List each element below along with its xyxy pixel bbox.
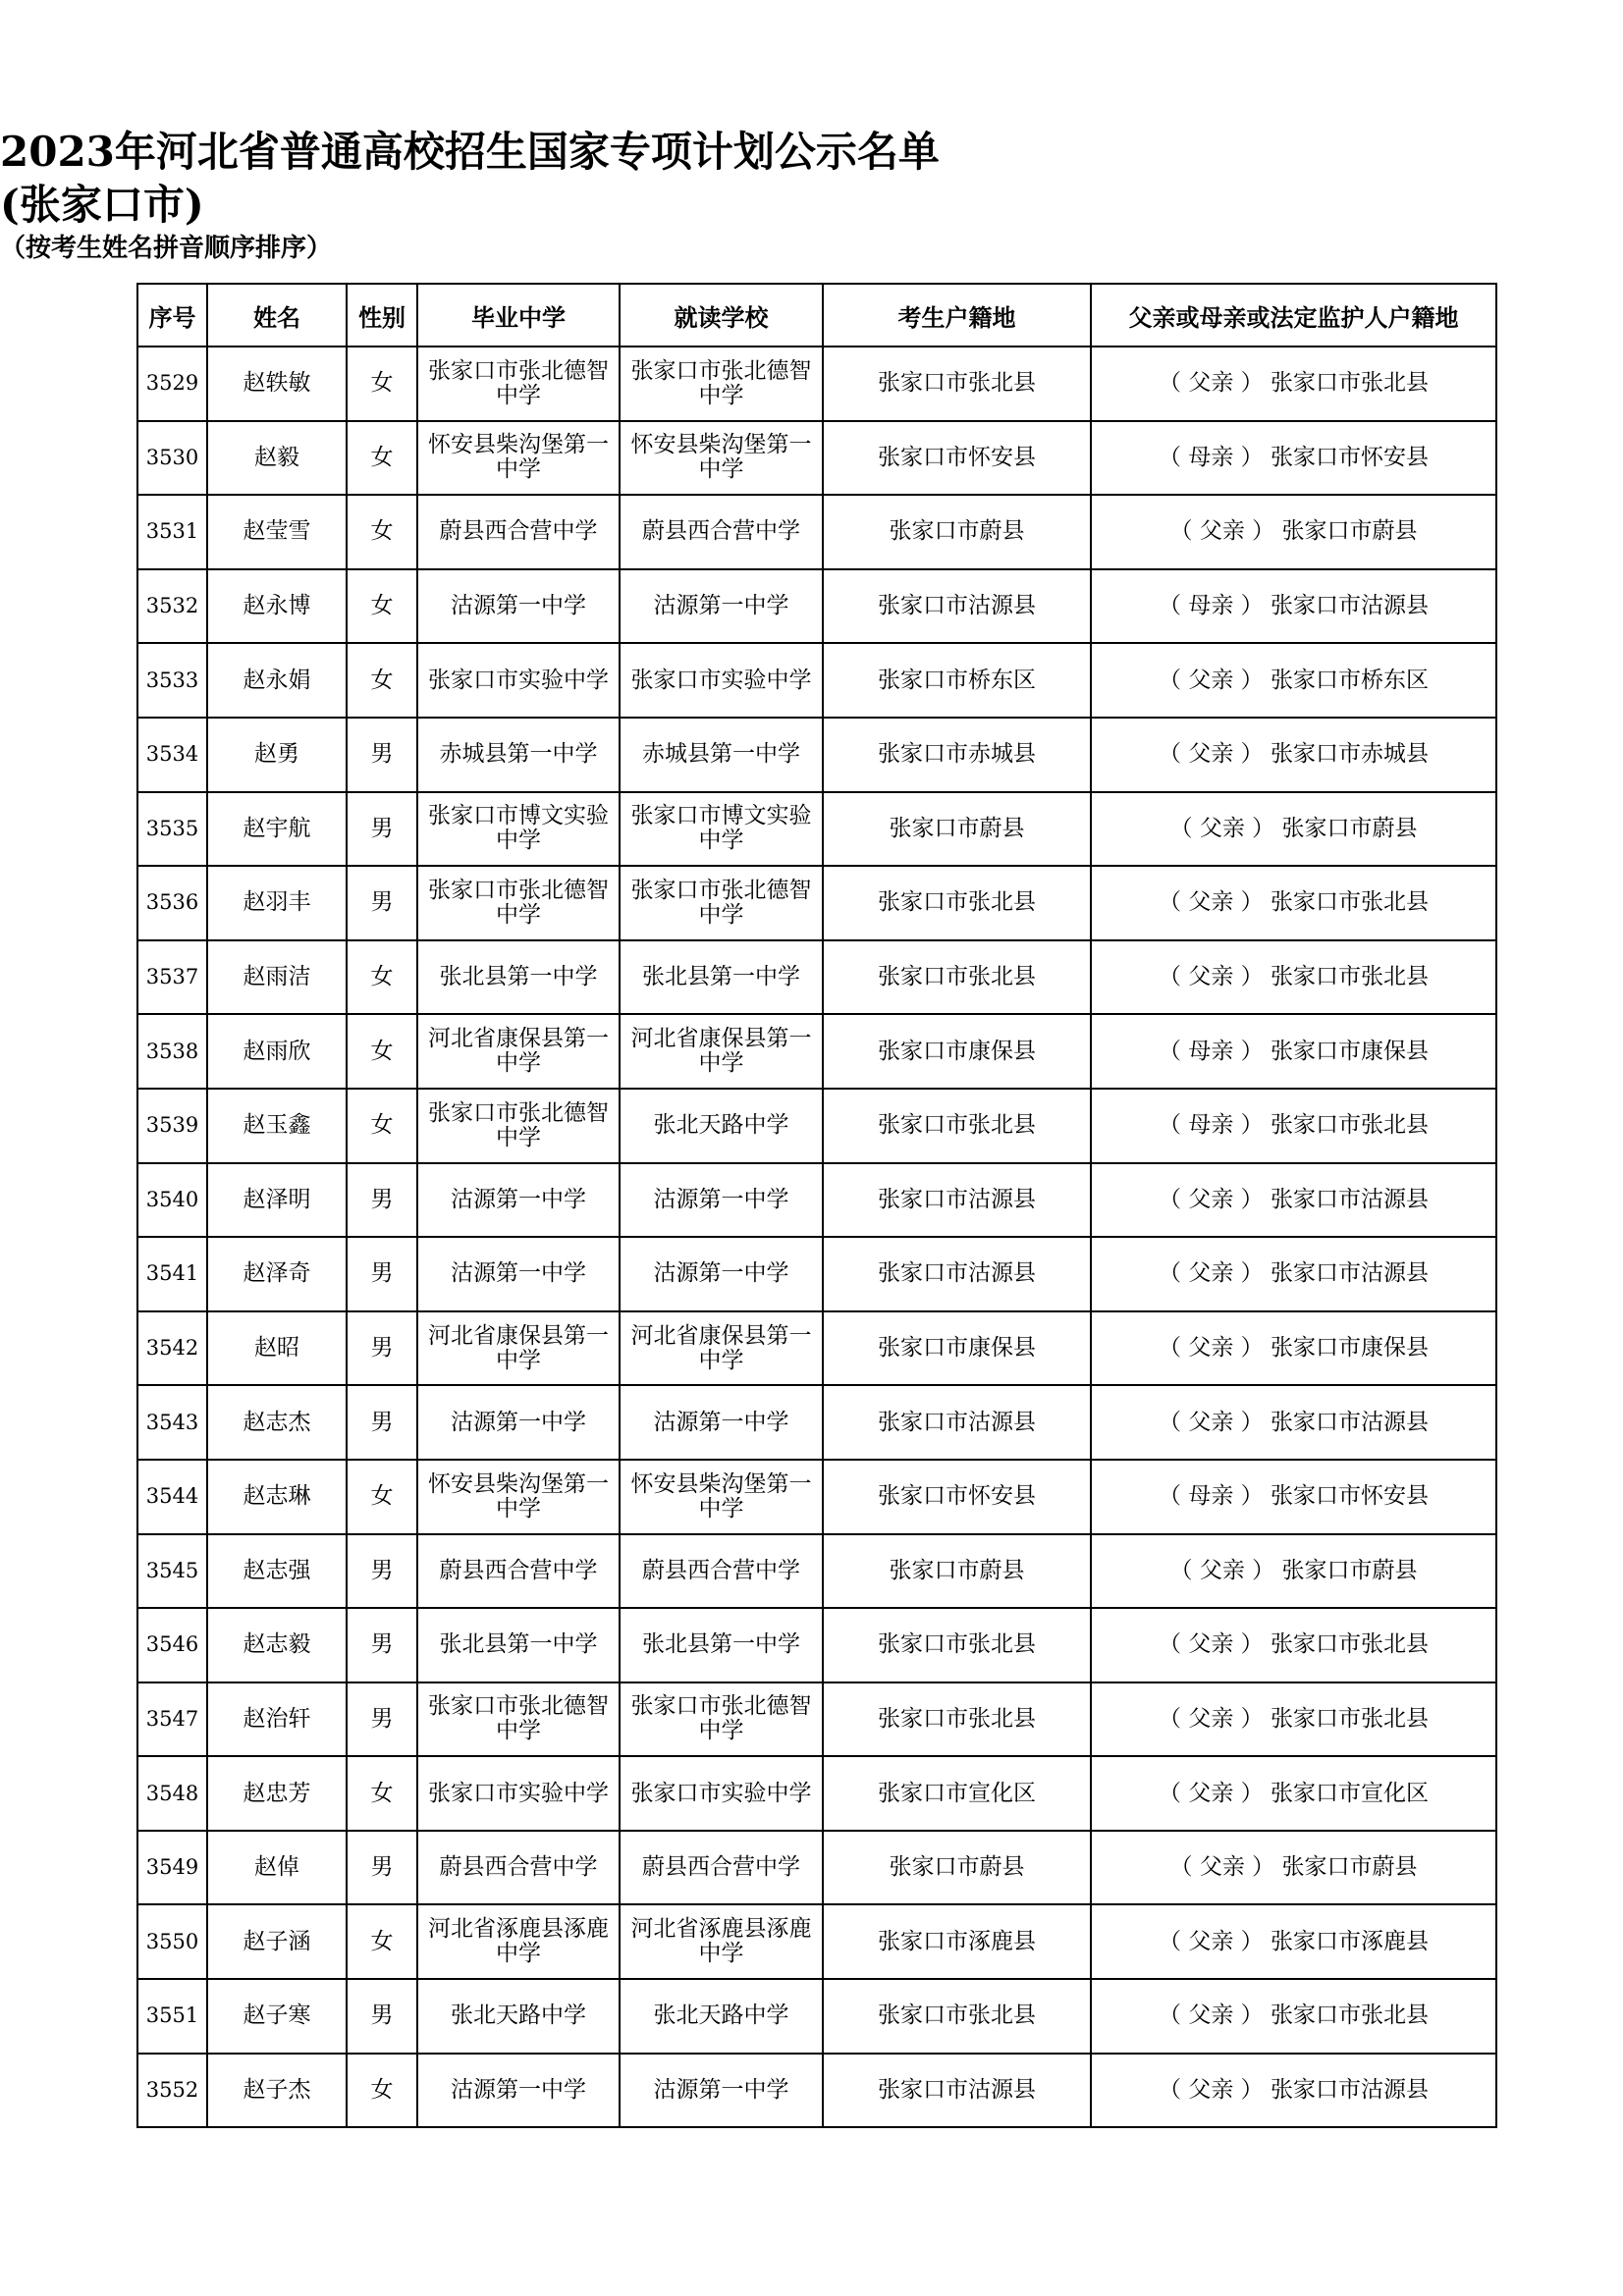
cell-current-school: 怀安县柴沟堡第一中学	[620, 421, 823, 496]
cell-grad-school: 张家口市实验中学	[417, 643, 620, 718]
cell-hukou: 张家口市张北县	[823, 940, 1091, 1015]
cell-sex: 男	[347, 1163, 417, 1238]
table-row	[137, 866, 1496, 940]
cell-seq: 3549	[137, 1831, 207, 1905]
cell-guardian-hukou: （ 父亲 ） 张家口市沽源县	[1091, 1237, 1496, 1311]
cell-hukou: 张家口市沽源县	[823, 1237, 1091, 1311]
cell-seq: 3540	[137, 1163, 207, 1238]
cell-name: 赵勇	[207, 718, 347, 792]
cell-sex: 男	[347, 1237, 417, 1311]
cell-seq: 3551	[137, 1979, 207, 2054]
cell-guardian-hukou: （ 父亲 ） 张家口市沽源县	[1091, 1385, 1496, 1460]
cell-seq: 3538	[137, 1014, 207, 1089]
col-header-seq: 序号	[137, 284, 207, 347]
cell-guardian-hukou: （ 父亲 ） 张家口市宣化区	[1091, 1756, 1496, 1831]
cell-sex: 男	[347, 792, 417, 867]
cell-guardian-hukou: （ 父亲 ） 张家口市张北县	[1091, 1979, 1496, 2054]
cell-hukou: 张家口市康保县	[823, 1014, 1091, 1089]
cell-hukou: 张家口市怀安县	[823, 421, 1091, 496]
cell-sex: 男	[347, 718, 417, 792]
cell-guardian-hukou: （ 父亲 ） 张家口市蔚县	[1091, 1534, 1496, 1609]
cell-sex: 女	[347, 1756, 417, 1831]
cell-sex: 女	[347, 1460, 417, 1534]
cell-guardian-hukou: （ 父亲 ） 张家口市涿鹿县	[1091, 1904, 1496, 1979]
cell-seq: 3535	[137, 792, 207, 867]
cell-seq: 3542	[137, 1311, 207, 1386]
cell-guardian-hukou: （ 父亲 ） 张家口市张北县	[1091, 866, 1496, 940]
col-header-grad-school: 毕业中学	[417, 284, 620, 347]
cell-grad-school: 蔚县西合营中学	[417, 495, 620, 569]
table-row	[137, 1460, 1496, 1534]
cell-seq: 3539	[137, 1089, 207, 1163]
table-row	[137, 1385, 1496, 1460]
cell-sex: 女	[347, 569, 417, 644]
cell-grad-school: 张家口市张北德智中学	[417, 347, 620, 421]
cell-grad-school: 沽源第一中学	[417, 569, 620, 644]
cell-current-school: 张家口市张北德智中学	[620, 866, 823, 940]
cell-sex: 男	[347, 1311, 417, 1386]
cell-guardian-hukou: （ 母亲 ） 张家口市怀安县	[1091, 421, 1496, 496]
cell-name: 赵子杰	[207, 2054, 347, 2128]
cell-grad-school: 河北省涿鹿县涿鹿中学	[417, 1904, 620, 1979]
cell-grad-school: 河北省康保县第一中学	[417, 1014, 620, 1089]
cell-name: 赵志毅	[207, 1608, 347, 1682]
cell-name: 赵玉鑫	[207, 1089, 347, 1163]
cell-hukou: 张家口市沽源县	[823, 2054, 1091, 2128]
cell-sex: 女	[347, 643, 417, 718]
cell-seq: 3532	[137, 569, 207, 644]
cell-grad-school: 怀安县柴沟堡第一中学	[417, 1460, 620, 1534]
cell-hukou: 张家口市张北县	[823, 1979, 1091, 2054]
cell-name: 赵志杰	[207, 1385, 347, 1460]
cell-hukou: 张家口市沽源县	[823, 1385, 1091, 1460]
cell-current-school: 张北天路中学	[620, 1979, 823, 2054]
cell-hukou: 张家口市张北县	[823, 1608, 1091, 1682]
cell-grad-school: 赤城县第一中学	[417, 718, 620, 792]
cell-guardian-hukou: （ 父亲 ） 张家口市蔚县	[1091, 1831, 1496, 1905]
cell-current-school: 河北省康保县第一中学	[620, 1014, 823, 1089]
col-header-name: 姓名	[207, 284, 347, 347]
cell-name: 赵永博	[207, 569, 347, 644]
cell-sex: 女	[347, 421, 417, 496]
cell-current-school: 张家口市实验中学	[620, 1756, 823, 1831]
table-row	[137, 1979, 1496, 2054]
cell-guardian-hukou: （ 父亲 ） 张家口市蔚县	[1091, 495, 1496, 569]
cell-hukou: 张家口市蔚县	[823, 1831, 1091, 1905]
cell-sex: 女	[347, 2054, 417, 2128]
cell-grad-school: 张家口市张北德智中学	[417, 1682, 620, 1757]
cell-sex: 男	[347, 1534, 417, 1609]
cell-seq: 3547	[137, 1682, 207, 1757]
cell-grad-school: 张家口市实验中学	[417, 1756, 620, 1831]
col-header-hukou: 考生户籍地	[823, 284, 1091, 347]
cell-grad-school: 怀安县柴沟堡第一中学	[417, 421, 620, 496]
cell-current-school: 沽源第一中学	[620, 1385, 823, 1460]
cell-name: 赵雨欣	[207, 1014, 347, 1089]
cell-seq: 3543	[137, 1385, 207, 1460]
cell-sex: 女	[347, 347, 417, 421]
cell-name: 赵子寒	[207, 1979, 347, 2054]
cell-sex: 男	[347, 1385, 417, 1460]
cell-current-school: 河北省涿鹿县涿鹿中学	[620, 1904, 823, 1979]
table-row	[137, 2054, 1496, 2128]
cell-guardian-hukou: （ 父亲 ） 张家口市赤城县	[1091, 718, 1496, 792]
cell-current-school: 沽源第一中学	[620, 1163, 823, 1238]
cell-name: 赵倬	[207, 1831, 347, 1905]
cell-grad-school: 沽源第一中学	[417, 1237, 620, 1311]
cell-grad-school: 蔚县西合营中学	[417, 1831, 620, 1905]
cell-guardian-hukou: （ 父亲 ） 张家口市张北县	[1091, 347, 1496, 421]
cell-name: 赵治轩	[207, 1682, 347, 1757]
cell-hukou: 张家口市赤城县	[823, 718, 1091, 792]
cell-hukou: 张家口市怀安县	[823, 1460, 1091, 1534]
cell-hukou: 张家口市沽源县	[823, 569, 1091, 644]
cell-current-school: 张家口市博文实验中学	[620, 792, 823, 867]
cell-hukou: 张家口市蔚县	[823, 495, 1091, 569]
cell-current-school: 张北县第一中学	[620, 940, 823, 1015]
cell-guardian-hukou: （ 母亲 ） 张家口市康保县	[1091, 1014, 1496, 1089]
cell-grad-school: 张家口市张北德智中学	[417, 866, 620, 940]
cell-seq: 3546	[137, 1608, 207, 1682]
cell-current-school: 河北省康保县第一中学	[620, 1311, 823, 1386]
table-row	[137, 1311, 1496, 1386]
cell-grad-school: 张北县第一中学	[417, 940, 620, 1015]
cell-guardian-hukou: （ 母亲 ） 张家口市怀安县	[1091, 1460, 1496, 1534]
cell-seq: 3530	[137, 421, 207, 496]
cell-seq: 3548	[137, 1756, 207, 1831]
cell-hukou: 张家口市桥东区	[823, 643, 1091, 718]
cell-current-school: 张家口市张北德智中学	[620, 1682, 823, 1757]
table-row	[137, 1904, 1496, 1979]
cell-current-school: 沽源第一中学	[620, 1237, 823, 1311]
cell-grad-school: 张北县第一中学	[417, 1608, 620, 1682]
cell-sex: 女	[347, 495, 417, 569]
col-header-guardian-hukou: 父亲或母亲或法定监护人户籍地	[1091, 284, 1496, 347]
cell-guardian-hukou: （ 父亲 ） 张家口市张北县	[1091, 940, 1496, 1015]
cell-grad-school: 河北省康保县第一中学	[417, 1311, 620, 1386]
cell-name: 赵昭	[207, 1311, 347, 1386]
cell-hukou: 张家口市张北县	[823, 866, 1091, 940]
cell-hukou: 张家口市张北县	[823, 1089, 1091, 1163]
cell-guardian-hukou: （ 父亲 ） 张家口市沽源县	[1091, 2054, 1496, 2128]
cell-seq: 3550	[137, 1904, 207, 1979]
document-subtitle: (张家口市)	[0, 181, 204, 229]
cell-sex: 女	[347, 1089, 417, 1163]
cell-sex: 男	[347, 866, 417, 940]
table-body	[137, 347, 1496, 2127]
cell-name: 赵志强	[207, 1534, 347, 1609]
cell-sex: 男	[347, 1682, 417, 1757]
cell-seq: 3531	[137, 495, 207, 569]
cell-hukou: 张家口市蔚县	[823, 792, 1091, 867]
table-row	[137, 495, 1496, 569]
cell-grad-school: 沽源第一中学	[417, 1385, 620, 1460]
cell-grad-school: 沽源第一中学	[417, 1163, 620, 1238]
cell-seq: 3552	[137, 2054, 207, 2128]
cell-seq: 3534	[137, 718, 207, 792]
table-row	[137, 1831, 1496, 1905]
cell-sex: 女	[347, 1904, 417, 1979]
cell-name: 赵雨洁	[207, 940, 347, 1015]
cell-seq: 3529	[137, 347, 207, 421]
cell-current-school: 张北县第一中学	[620, 1608, 823, 1682]
cell-seq: 3537	[137, 940, 207, 1015]
cell-grad-school: 张北天路中学	[417, 1979, 620, 2054]
col-header-current-school: 就读学校	[620, 284, 823, 347]
cell-guardian-hukou: （ 母亲 ） 张家口市沽源县	[1091, 569, 1496, 644]
cell-sex: 女	[347, 1014, 417, 1089]
cell-name: 赵志琳	[207, 1460, 347, 1534]
cell-hukou: 张家口市张北县	[823, 347, 1091, 421]
table-row	[137, 347, 1496, 421]
cell-grad-school: 蔚县西合营中学	[417, 1534, 620, 1609]
cell-current-school: 蔚县西合营中学	[620, 1534, 823, 1609]
cell-current-school: 怀安县柴沟堡第一中学	[620, 1460, 823, 1534]
table-row	[137, 643, 1496, 718]
table-row	[137, 1756, 1496, 1831]
cell-sex: 女	[347, 940, 417, 1015]
cell-guardian-hukou: （ 父亲 ） 张家口市沽源县	[1091, 1163, 1496, 1238]
cell-current-school: 沽源第一中学	[620, 569, 823, 644]
table-row	[137, 1608, 1496, 1682]
cell-hukou: 张家口市张北县	[823, 1682, 1091, 1757]
cell-hukou: 张家口市沽源县	[823, 1163, 1091, 1238]
cell-grad-school: 张家口市张北德智中学	[417, 1089, 620, 1163]
cell-name: 赵永娟	[207, 643, 347, 718]
table-row	[137, 421, 1496, 496]
cell-guardian-hukou: （ 父亲 ） 张家口市康保县	[1091, 1311, 1496, 1386]
cell-seq: 3541	[137, 1237, 207, 1311]
cell-hukou: 张家口市涿鹿县	[823, 1904, 1091, 1979]
cell-guardian-hukou: （ 父亲 ） 张家口市张北县	[1091, 1608, 1496, 1682]
cell-seq: 3536	[137, 866, 207, 940]
cell-seq: 3544	[137, 1460, 207, 1534]
table-row	[137, 940, 1496, 1015]
cell-name: 赵泽明	[207, 1163, 347, 1238]
cell-name: 赵羽丰	[207, 866, 347, 940]
cell-hukou: 张家口市蔚县	[823, 1534, 1091, 1609]
cell-current-school: 张家口市张北德智中学	[620, 347, 823, 421]
cell-current-school: 蔚县西合营中学	[620, 495, 823, 569]
cell-name: 赵莹雪	[207, 495, 347, 569]
cell-grad-school: 张家口市博文实验中学	[417, 792, 620, 867]
sort-note: （按考生姓名拼音顺序排序）	[0, 234, 333, 263]
cell-name: 赵宇航	[207, 792, 347, 867]
cell-seq: 3545	[137, 1534, 207, 1609]
table-row	[137, 1163, 1496, 1238]
cell-seq: 3533	[137, 643, 207, 718]
table-row	[137, 1534, 1496, 1609]
table-row	[137, 1237, 1496, 1311]
table-row	[137, 792, 1496, 867]
cell-current-school: 蔚县西合营中学	[620, 1831, 823, 1905]
cell-name: 赵忠芳	[207, 1756, 347, 1831]
cell-guardian-hukou: （ 父亲 ） 张家口市蔚县	[1091, 792, 1496, 867]
cell-guardian-hukou: （ 母亲 ） 张家口市张北县	[1091, 1089, 1496, 1163]
cell-sex: 男	[347, 1979, 417, 2054]
cell-current-school: 张家口市实验中学	[620, 643, 823, 718]
table-row	[137, 1014, 1496, 1089]
table-row	[137, 718, 1496, 792]
roster-table	[136, 283, 1497, 2128]
table-row	[137, 1089, 1496, 1163]
cell-name: 赵泽奇	[207, 1237, 347, 1311]
cell-current-school: 沽源第一中学	[620, 2054, 823, 2128]
cell-name: 赵毅	[207, 421, 347, 496]
table-row	[137, 569, 1496, 644]
table-row	[137, 1682, 1496, 1757]
cell-name: 赵轶敏	[207, 347, 347, 421]
cell-name: 赵子涵	[207, 1904, 347, 1979]
cell-guardian-hukou: （ 父亲 ） 张家口市张北县	[1091, 1682, 1496, 1757]
cell-guardian-hukou: （ 父亲 ） 张家口市桥东区	[1091, 643, 1496, 718]
cell-sex: 男	[347, 1608, 417, 1682]
cell-current-school: 张北天路中学	[620, 1089, 823, 1163]
cell-hukou: 张家口市宣化区	[823, 1756, 1091, 1831]
cell-hukou: 张家口市康保县	[823, 1311, 1091, 1386]
table-header-row	[137, 284, 1496, 347]
cell-sex: 男	[347, 1831, 417, 1905]
cell-current-school: 赤城县第一中学	[620, 718, 823, 792]
col-header-sex: 性别	[347, 284, 417, 347]
document-title: 2023年河北省普通高校招生国家专项计划公示名单	[0, 128, 940, 176]
cell-grad-school: 沽源第一中学	[417, 2054, 620, 2128]
